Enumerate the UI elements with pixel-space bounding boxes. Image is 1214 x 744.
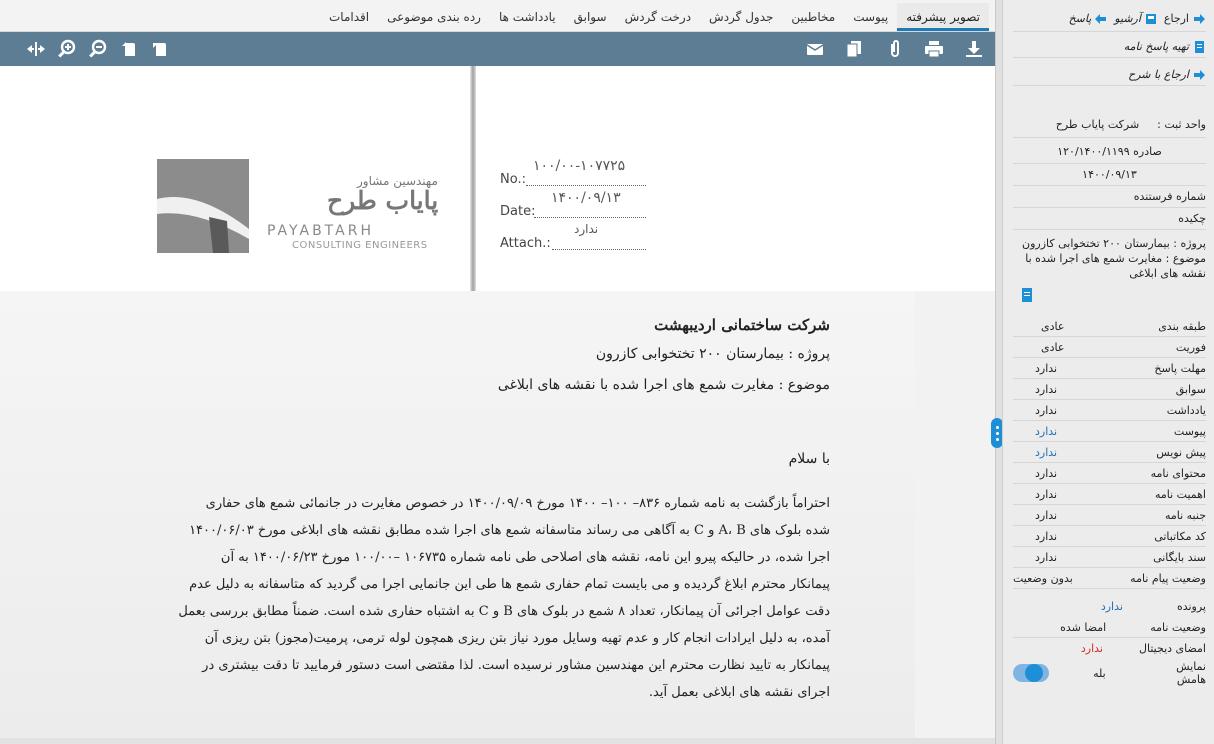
- letter-recipient: شرکت ساختمانی اردیبهشت: [654, 316, 830, 334]
- logo-en-title: PAYABTARH: [267, 223, 374, 239]
- prop-value-link[interactable]: ندارد: [1035, 445, 1058, 459]
- letter-attach-label: Attach.:: [500, 236, 551, 251]
- logo-fa-subtitle: مهندسین مشاور: [357, 174, 438, 188]
- refer-comment-icon: [1192, 68, 1206, 82]
- date-row: [1013, 164, 1206, 186]
- prop-row: یادداشت ندارد: [1013, 400, 1206, 421]
- archive-button[interactable]: آرشیو: [1114, 12, 1158, 26]
- letter-body-line: احتراماً بازگشت به نامه شماره ۸۳۶– ۱۰۰– ۱۴۰۰ مورخ ۱۴۰۰/۰۹/۰۹ در خصوص مغایرت در جانمائی شمع های حفاری: [205, 496, 830, 511]
- refer-with-comment-row: [1013, 64, 1206, 86]
- attach-icon[interactable]: [883, 37, 907, 61]
- prop-value: ندارد: [1035, 508, 1058, 522]
- prepare-reply-row: [1013, 36, 1206, 58]
- letter-body-line: پیمانکار به تایید نظارت محترم این مهندسین مشاور نرسیده است. لذا مقتضی است دستور فرمایید تا دقت بیشتری در: [202, 658, 830, 673]
- letterhead-divider: [470, 66, 476, 291]
- letter-body-line: اجرای نقشه های ابلاغی بعمل آید.: [648, 685, 830, 700]
- rotate-right-icon[interactable]: [148, 37, 172, 61]
- sender-no-label: شماره فرستنده: [1133, 190, 1206, 203]
- prop-row: مهلت پاسخ ندارد: [1013, 358, 1206, 379]
- show-margin-label: نمایش هامش: [1176, 660, 1206, 686]
- letter-project: پروژه : بیمارستان ۲۰۰ تختخوابی کازرون: [595, 346, 830, 362]
- logo-en-subtitle: CONSULTING ENGINEERS: [292, 240, 428, 251]
- prop-row: پیش نویس ندارد: [1013, 442, 1206, 463]
- zoom-in-icon[interactable]: [55, 37, 79, 61]
- viewer-toolbar: [0, 32, 995, 66]
- dossier-row: [1013, 595, 1206, 617]
- download-icon[interactable]: [962, 37, 986, 61]
- zoom-out-icon[interactable]: [86, 37, 110, 61]
- reply-button[interactable]: پاسخ: [1069, 12, 1109, 26]
- panel-action-row: [1013, 6, 1206, 32]
- registry-row: [1013, 112, 1206, 138]
- prop-row: محتوای نامه ندارد: [1013, 463, 1206, 484]
- prop-value: ندارد: [1035, 361, 1058, 375]
- prop-value: ندارد: [1035, 550, 1058, 564]
- tab-bar: [0, 0, 995, 32]
- prop-value: ندارد: [1035, 382, 1058, 396]
- letter-info-panel: [1002, 0, 1214, 744]
- prop-row: طبقه بندی عادی: [1013, 316, 1206, 337]
- print-icon[interactable]: [922, 37, 946, 61]
- prop-value-link[interactable]: ندارد: [1035, 424, 1058, 438]
- letter-status-label: وضعیت نامه: [1150, 620, 1206, 634]
- prop-row: جنبه نامه ندارد: [1013, 505, 1206, 526]
- prop-row: وضعیت پیام نامه بدون وضعیت: [1013, 568, 1206, 589]
- prop-row: سند بایگانی ندارد: [1013, 547, 1206, 568]
- archive-icon: [1144, 12, 1158, 26]
- prop-value: عادی: [1041, 319, 1065, 333]
- digital-sign-label: امضای دیجیتال: [1139, 642, 1206, 655]
- tab-flow-table[interactable]: جدول گردش: [709, 10, 774, 24]
- dossier-link[interactable]: ندارد: [1100, 599, 1123, 613]
- letter-no-label: No.:: [500, 172, 526, 187]
- document-viewer[interactable]: [0, 66, 995, 744]
- company-logo-mark: [157, 159, 249, 253]
- letter-page: [0, 291, 995, 744]
- panel-splitter[interactable]: [995, 0, 1002, 744]
- show-margin-toggle[interactable]: [1013, 664, 1049, 682]
- prop-value: بدون وضعیت: [1013, 571, 1073, 585]
- letter-body-line: آمده، به دلیل ایرادات انجام کار و عدم تهیه وسایل مورد نیاز بتن ریزی همچون لوله ترمی، پرمیت(مجوز) بتن ریزی آن: [204, 631, 830, 646]
- prop-value: ندارد: [1035, 487, 1058, 501]
- summary-doc-icon[interactable]: [1020, 287, 1034, 306]
- prop-row: اهمیت نامه ندارد: [1013, 484, 1206, 505]
- digital-sign-row: [1013, 638, 1206, 659]
- tab-attachment[interactable]: پیوست: [853, 10, 889, 24]
- prop-row: سوابق ندارد: [1013, 379, 1206, 400]
- prop-value: ندارد: [1035, 403, 1058, 417]
- logo-fa-title: پایاب طرح: [327, 186, 439, 215]
- prop-value: ندارد: [1035, 529, 1058, 543]
- tab-advanced-image[interactable]: تصویر پیشرفته: [897, 3, 989, 31]
- refer-with-comment-button[interactable]: ارجاع با شرح: [1128, 68, 1206, 82]
- tab-history[interactable]: سوابق: [573, 10, 607, 24]
- email-icon[interactable]: [803, 37, 827, 61]
- prop-value: ندارد: [1035, 466, 1058, 480]
- rotate-left-icon[interactable]: [117, 37, 141, 61]
- letter-no-dots: [526, 185, 646, 186]
- show-margin-row: [1013, 660, 1206, 686]
- letter-attach-dots: [552, 249, 646, 250]
- summary-row: [1013, 208, 1206, 230]
- summary-text: پروژه : بیمارستان ۲۰۰ تختخوابی کازرون موضوع : مغایرت شمع های اجرا شده با نقشه های ابلاغی: [1022, 237, 1206, 280]
- tab-notes[interactable]: یادداشت ها: [498, 10, 556, 24]
- reply-doc-icon: [1192, 40, 1206, 54]
- tab-contacts[interactable]: مخاطبین: [791, 10, 836, 24]
- prop-row: پیوست ندارد: [1013, 421, 1206, 442]
- letter-date-label: Date:: [500, 204, 536, 219]
- letter-body-line: پیمانکار محترم ابلاغ گردیده و می بایست تمام حفاری شمع ها طی این جانمایی اجرا می گردید که متاسفانه به دلیل عدم: [189, 577, 830, 592]
- letter-date-dots: [534, 217, 646, 218]
- sender-no-row: [1013, 186, 1206, 208]
- letter-body-line: دقت عوامل اجرائی آن پیمانکار، تعداد ۸ شمع در بلوک های B و C به اشتباه حفاری شده است. ضمناً مطابق بررسی بعمل: [178, 604, 830, 619]
- refer-button[interactable]: ارجاع: [1164, 12, 1206, 26]
- letter-body-line: اجرا شده، در حالیکه پیرو این نامه، نقشه های اصلاحی طی نامه شماره ۱۰۶۷۳۵ –۱۰۰/۰۰ مورخ ۱۴۰۰/۰۶/۲۳ به آن: [220, 550, 830, 565]
- summary-label: چکیده: [1178, 212, 1206, 225]
- copy-pages-icon[interactable]: [842, 37, 866, 61]
- letter-subject: موضوع : مغایرت شمع های اجرا شده با نقشه های ابلاغی: [497, 377, 830, 393]
- letter-greeting: با سلام: [788, 451, 830, 467]
- registry-value: شرکت پایاب طرح: [1055, 118, 1140, 131]
- letter-status-value: امضا شده: [1060, 620, 1107, 634]
- tab-subject-classification[interactable]: رده بندی موضوعی: [387, 10, 481, 24]
- letter-date-value: ۱۴۰۰/۰۹/۱۳: [551, 190, 621, 206]
- show-margin-value: بله: [1093, 666, 1106, 680]
- registry-label: واحد ثبت :: [1157, 118, 1206, 131]
- digital-sign-value: ندارد: [1080, 642, 1103, 655]
- letter-no-value: ۱۰۰/۰۰-۱۰۷۷۲۵: [533, 158, 626, 174]
- fit-width-icon[interactable]: [24, 37, 48, 61]
- letter-body-line: شده بلوک های A، B و C به آگاهی می رساند متاسفانه شمع های اجرا شده مطابق نقشه های ابلاغی مورخ ۱۴۰۰/۰۶/۰۳: [189, 523, 830, 538]
- prop-row: کد مکاتباتی ندارد: [1013, 526, 1206, 547]
- letter-attach-value: ندارد: [574, 222, 599, 236]
- refer-arrow-icon: [1192, 12, 1206, 26]
- prop-row: فوریت عادی: [1013, 337, 1206, 358]
- letter-status-row: [1013, 617, 1206, 638]
- date-value: ۱۴۰۰/۰۹/۱۳: [1082, 168, 1137, 181]
- prop-value: عادی: [1041, 340, 1065, 354]
- reply-arrow-icon: [1094, 12, 1108, 26]
- prepare-reply-button[interactable]: تهیه پاسخ نامه: [1124, 40, 1206, 54]
- scanned-letter: [0, 66, 995, 744]
- dossier-label: پرونده: [1176, 599, 1206, 613]
- tab-actions[interactable]: اقدامات: [328, 10, 370, 24]
- issued-row: [1013, 140, 1206, 164]
- tab-flow-tree[interactable]: درخت گردش: [624, 10, 692, 24]
- issued-value: صادره ۱۲۰/۱۴۰۰/۱۱۹۹: [1057, 145, 1162, 158]
